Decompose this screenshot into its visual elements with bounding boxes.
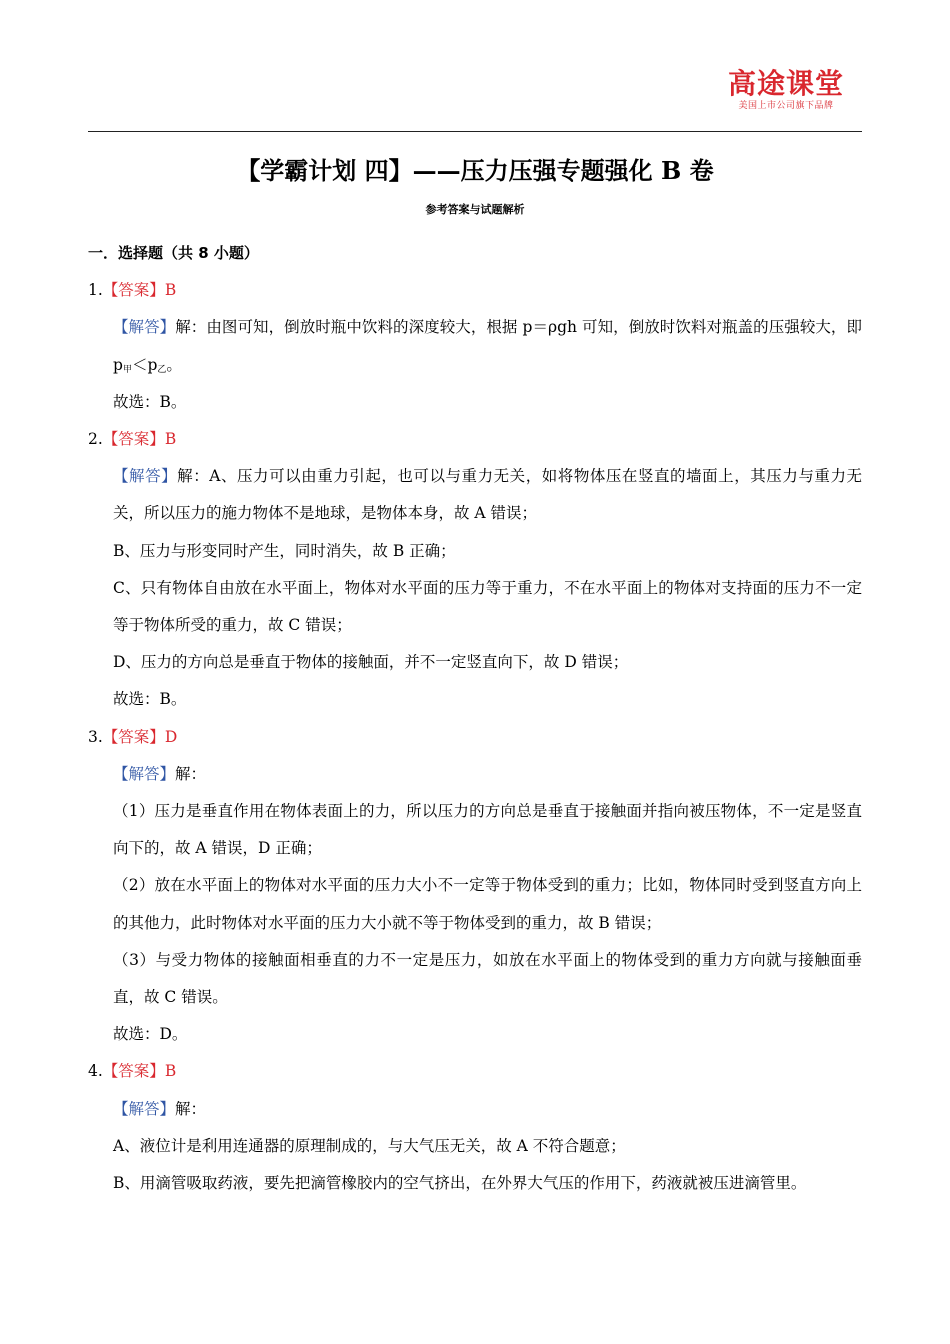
q1-mid: ＜p (131, 355, 158, 374)
q4-option-a: A、液位计是利用连通器的原理制成的，与大气压无关，故 A 不符合题意； (113, 1136, 626, 1155)
q3-analysis (88, 756, 862, 793)
page-title: 【学霸计划 四】——压力压强专题强化 B 卷 (236, 156, 714, 185)
q4-analysis (88, 1091, 862, 1128)
q1-answer-tag: 【答案】 (102, 281, 165, 300)
q3-number: 3. (88, 727, 103, 746)
q3-answer-line (88, 719, 862, 756)
q4-answer: B (164, 1062, 177, 1081)
q1-answer-line (88, 272, 862, 309)
q3-choice: 故选：D。 (113, 1025, 188, 1044)
q1-sub-jia: 甲 (122, 364, 132, 375)
q2-option-c: C、只有物体自由放在水平面上，物体对水平面的压力等于重力，不在水平面上的物体对支持面的压力不一定等于物体所受的重力，故 C 错误； (113, 578, 862, 635)
q3-point-1: （1）压力是垂直作用在物体表面上的力，所以压力的方向总是垂直于接触面并指向被压物体，不一定是竖直向下的，故 A 错误，D 正确； (113, 802, 862, 858)
q1-number: 1. (88, 281, 103, 300)
q1-text: 解：由图可知，倒放时瓶中饮料的深度较大，根据 p＝ρgh 可知，倒放时饮料对瓶盖的压强较大，即 p (113, 318, 862, 374)
q2-answer-tag: 【答案】 (102, 430, 165, 449)
q3-point-3: （3）与受力物体的接触面相垂直的力不一定是压力，如放在水平面上的物体受到的重力方向就与接触面垂直，故 C 错误。 (113, 950, 862, 1007)
q1-sub-yi: 乙 (157, 364, 167, 375)
document-body (88, 235, 862, 1202)
q2-text: 解：A、压力可以由重力引起，也可以与重力无关，如将物体压在竖直的墙面上，其压力与重力无关，所以压力的施力物体不是地球，是物体本身，故 A 错误； (113, 467, 862, 523)
q4-text: 解： (175, 1099, 207, 1118)
q3-point-2: （2）放在水平面上的物体对水平面的压力大小不一定等于物体受到的重力；比如，物体同时受到竖直方向上的其他力，此时物体对水平面的压力大小就不等于物体受到的重力，故 B 错误； (113, 876, 862, 932)
q1-analysis (88, 309, 862, 383)
q3-answer-tag: 【答案】 (102, 727, 165, 746)
q4-number: 4. (88, 1062, 103, 1081)
q3-text: 解： (175, 764, 207, 783)
q2-option-b: B、压力与形变同时产生，同时消失，故 B 正确； (113, 541, 456, 560)
q2-analysis-tag: 【解答】 (113, 467, 178, 486)
q2-analysis (88, 458, 862, 532)
q2-answer-line (88, 421, 862, 458)
page-subtitle: 参考答案与试题解析 (425, 203, 525, 216)
section-heading: 一．选择题（共 8 小题） (88, 244, 259, 262)
q3-answer: D (164, 727, 178, 746)
q3-analysis-tag: 【解答】 (113, 764, 176, 783)
q4-answer-line (88, 1053, 862, 1090)
q2-option-d: D、压力的方向总是垂直于物体的接触面，并不一定竖直向下，故 D 错误； (113, 653, 629, 672)
q1-analysis-tag: 【解答】 (113, 318, 176, 337)
q4-answer-tag: 【答案】 (102, 1062, 165, 1081)
q1-end: 。 (166, 355, 182, 374)
logo-tagline: 美国上市公司旗下品牌 (738, 101, 834, 111)
brand-logo (728, 68, 844, 112)
q4-analysis-tag: 【解答】 (113, 1099, 176, 1118)
q2-choice: 故选：B。 (113, 690, 187, 709)
q1-choice: 故选：B。 (113, 392, 187, 411)
q2-answer: B (164, 430, 177, 449)
q4-option-b: B、用滴管吸取药液，要先把滴管橡胶内的空气挤出，在外界大气压的作用下，药液就被压进滴管里。 (113, 1174, 807, 1193)
q2-number: 2. (88, 430, 103, 449)
header-divider (88, 131, 862, 132)
logo-title: 高途课堂 (727, 67, 844, 100)
q1-answer: B (164, 281, 177, 300)
